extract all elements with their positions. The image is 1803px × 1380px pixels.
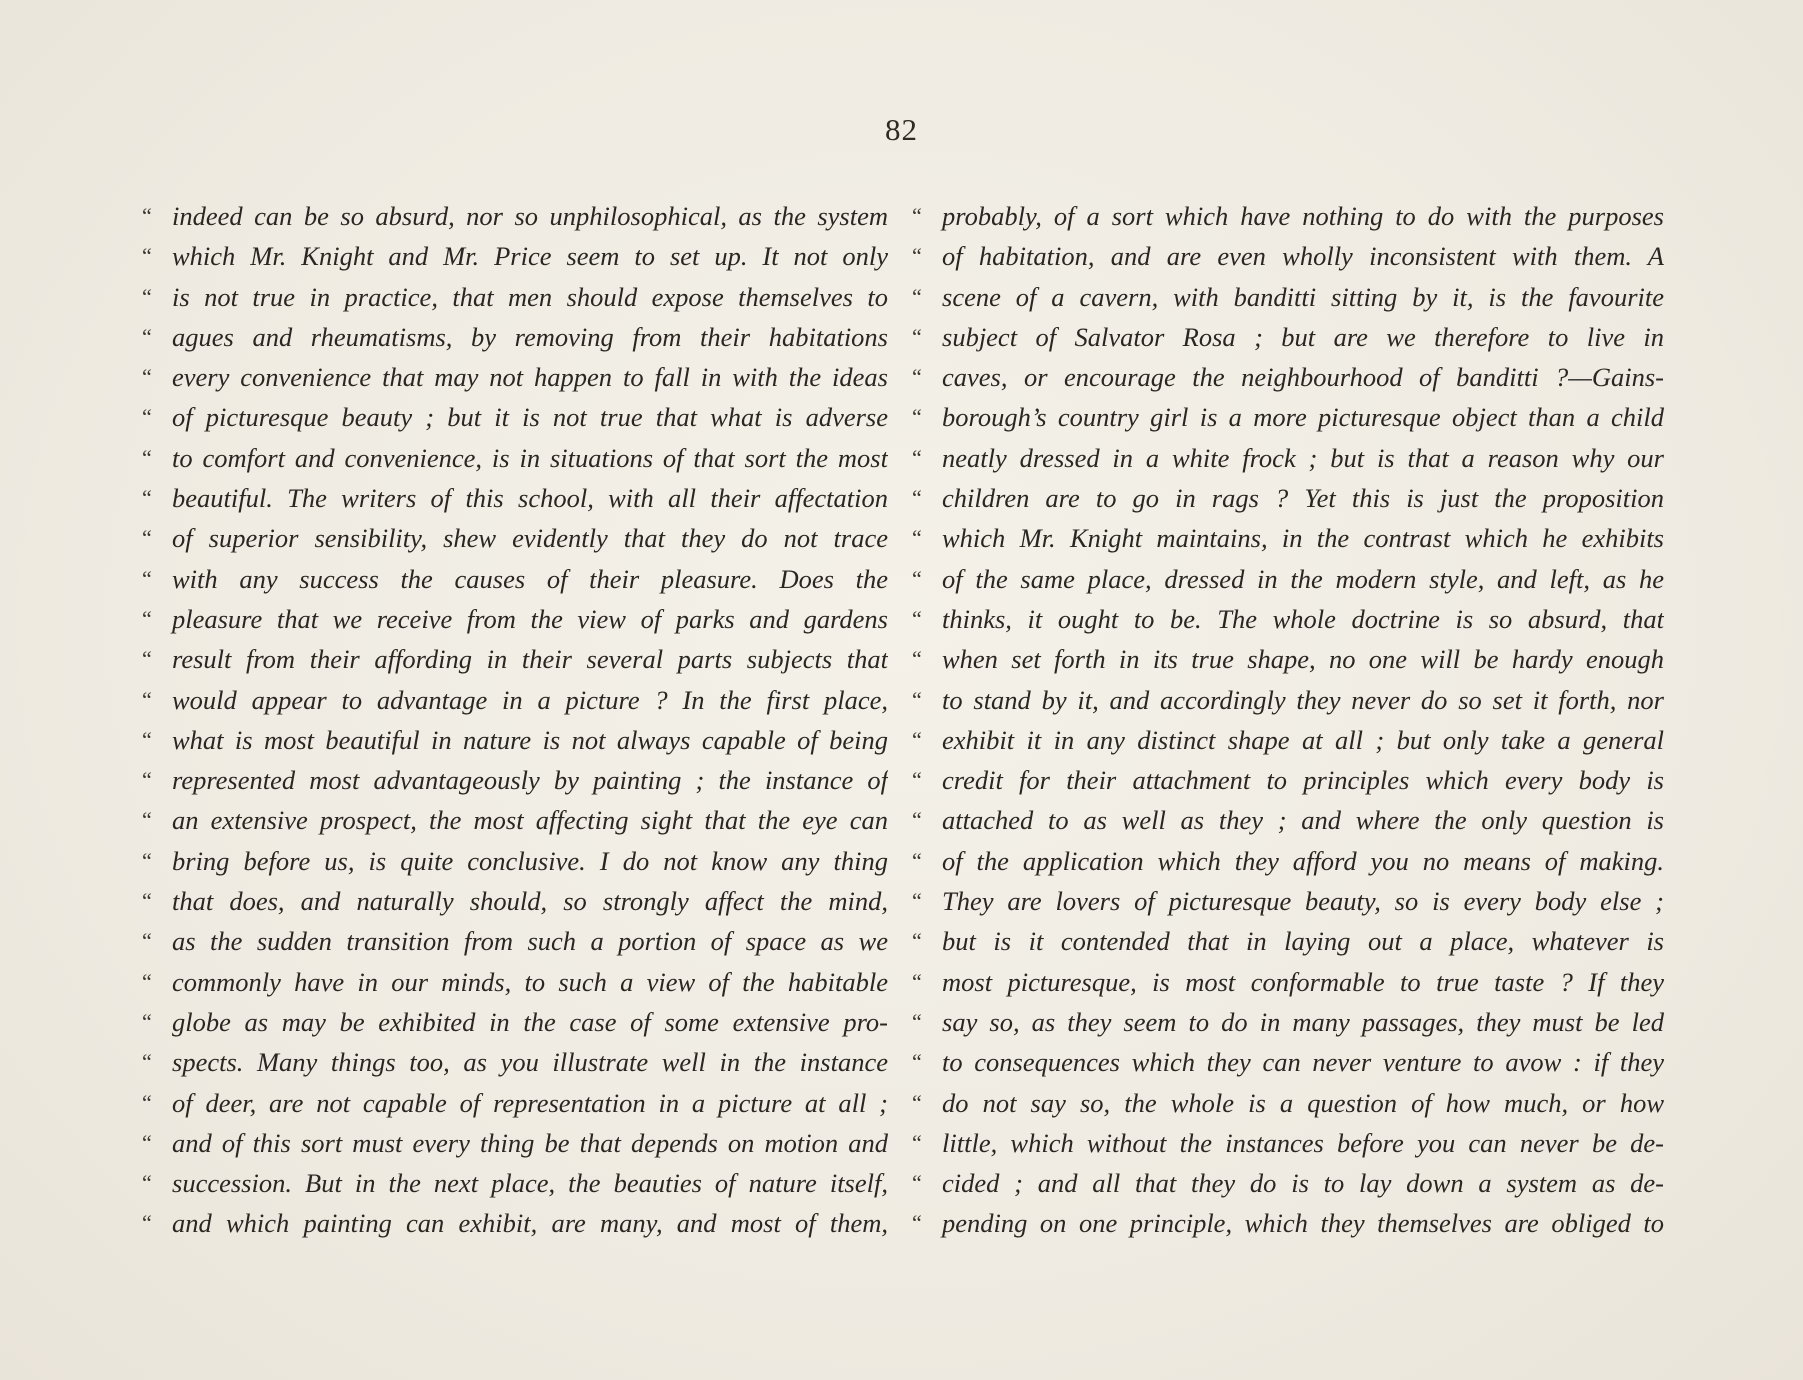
quotation-mark: “ (912, 1210, 922, 1236)
quotation-mark: “ (142, 565, 152, 591)
line-text: to stand by it, and accordingly they never do so set it forth, nor (942, 684, 1664, 715)
page-number: 82 (885, 112, 918, 147)
quotation-mark: “ (142, 1129, 152, 1155)
quotation-mark: “ (912, 485, 922, 511)
quotation-mark: “ (912, 1089, 922, 1115)
line-text: of habitation, and are even wholly inconsistent with them. A (942, 241, 1664, 272)
quotation-mark: “ (912, 203, 922, 228)
quotation-mark: “ (142, 847, 152, 873)
text-line (912, 277, 1664, 317)
text-line (142, 559, 888, 599)
quotation-mark: “ (142, 485, 152, 511)
line-text: and which painting can exhibit, are many, and most of them, (172, 1208, 888, 1239)
line-text: pleasure that we receive from the view of parks and gardens (172, 603, 888, 634)
text-line (142, 680, 888, 720)
line-text: little, which without the instances before you can never be de- (942, 1127, 1664, 1158)
quotation-mark: “ (142, 1170, 152, 1196)
text-line (142, 1123, 888, 1163)
quotation-mark: “ (912, 646, 922, 672)
text-line (912, 438, 1664, 478)
quotation-mark: “ (142, 767, 152, 793)
quotation-mark: “ (142, 726, 152, 752)
quotation-mark: “ (912, 726, 922, 752)
quotation-mark: “ (142, 1210, 152, 1236)
quotation-mark: “ (912, 283, 922, 309)
line-text: beautiful. The writers of this school, with all their affectation (172, 483, 888, 514)
text-line (912, 1002, 1664, 1042)
line-text: result from their affording in their several parts subjects that (172, 644, 888, 675)
line-text: neatly dressed in a white frock ; but is that a reason why our (942, 442, 1664, 473)
line-text: subject of Salvator Rosa ; but are we therefore to live in (942, 321, 1664, 352)
line-text: an extensive prospect, the most affecting sight that the eye can (172, 805, 888, 836)
line-text: as the sudden transition from such a portion of space as we (172, 926, 888, 957)
quotation-mark: “ (142, 203, 152, 228)
text-line (912, 357, 1664, 397)
quotation-mark: “ (912, 928, 922, 954)
line-text: spects. Many things too, as you illustrate well in the instance (172, 1047, 888, 1078)
line-text: and of this sort must every thing be that depends on motion and (172, 1127, 888, 1158)
quotation-mark: “ (142, 1008, 152, 1034)
text-line (142, 841, 888, 881)
text-line (142, 518, 888, 558)
text-line (912, 478, 1664, 518)
text-line (142, 599, 888, 639)
quotation-mark: “ (912, 1129, 922, 1155)
line-text: do not say so, the whole is a question of how much, or how (942, 1087, 1664, 1118)
text-line (912, 962, 1664, 1002)
text-line (912, 196, 1664, 236)
text-line (912, 639, 1664, 679)
line-text: thinks, it ought to be. The whole doctrine is so absurd, that (942, 603, 1664, 634)
text-line (912, 518, 1664, 558)
line-text: that does, and naturally should, so strongly affect the mind, (172, 886, 888, 917)
quotation-mark: “ (912, 968, 922, 994)
text-line (912, 841, 1664, 881)
line-text: but is it contended that in laying out a place, whatever is (942, 926, 1664, 957)
quotation-mark: “ (142, 888, 152, 914)
text-line (142, 881, 888, 921)
line-text: when set forth in its true shape, no one will be hardy enough (942, 644, 1664, 675)
quotation-mark: “ (912, 1170, 922, 1196)
text-line (142, 639, 888, 679)
text-line (912, 1203, 1664, 1243)
text-line (912, 397, 1664, 437)
line-text: what is most beautiful in nature is not always capable of being (172, 724, 888, 755)
text-line (912, 800, 1664, 840)
line-text: pending on one principle, which they themselves are obliged to (942, 1208, 1664, 1239)
quotation-mark: “ (142, 605, 152, 631)
line-text: which Mr. Knight maintains, in the contrast which he exhibits (942, 523, 1664, 554)
quotation-mark: “ (142, 323, 152, 349)
text-line (142, 760, 888, 800)
line-text: commonly have in our minds, to such a view of the habitable (172, 966, 888, 997)
line-text: say so, as they seem to do in many passages, they must be led (942, 1006, 1664, 1037)
text-line (142, 236, 888, 276)
line-text: of picturesque beauty ; but it is not true that what is adverse (172, 402, 888, 433)
text-line (142, 478, 888, 518)
quotation-mark: “ (912, 1049, 922, 1075)
text-line (912, 680, 1664, 720)
text-line (142, 1002, 888, 1042)
line-text: children are to go in rags ? Yet this is just the proposition (942, 483, 1664, 514)
quotation-mark: “ (912, 767, 922, 793)
line-text: bring before us, is quite conclusive. I do not know any thing (172, 845, 888, 876)
text-line (142, 720, 888, 760)
quotation-mark: “ (912, 323, 922, 349)
line-text: succession. But in the next place, the beauties of nature itself, (172, 1168, 888, 1199)
line-text: credit for their attachment to principles which every body is (942, 765, 1664, 796)
quotation-mark: “ (912, 1008, 922, 1034)
quotation-mark: “ (912, 444, 922, 470)
text-line (142, 317, 888, 357)
quotation-mark: “ (142, 283, 152, 309)
quotation-mark: “ (142, 928, 152, 954)
text-line (912, 317, 1664, 357)
quotation-mark: “ (912, 888, 922, 914)
text-line (912, 236, 1664, 276)
quotation-mark: “ (142, 686, 152, 712)
text-line (142, 921, 888, 961)
line-text: most picturesque, is most conformable to true taste ? If they (942, 966, 1664, 997)
line-text: caves, or encourage the neighbourhood of banditti ?—Gains- (942, 362, 1664, 393)
quotation-mark: “ (142, 444, 152, 470)
line-text: with any success the causes of their pleasure. Does the (172, 563, 888, 594)
line-text: cided ; and all that they do is to lay down a system as de- (942, 1168, 1664, 1199)
text-line (142, 1042, 888, 1082)
quotation-mark: “ (142, 807, 152, 833)
text-line (142, 1083, 888, 1123)
quotation-mark: “ (912, 807, 922, 833)
text-line (912, 1123, 1664, 1163)
text-line (142, 357, 888, 397)
quotation-mark: “ (142, 1089, 152, 1115)
quotation-mark: “ (142, 968, 152, 994)
quotation-mark: “ (142, 364, 152, 390)
text-line (912, 1042, 1664, 1082)
line-text: globe as may be exhibited in the case of some extensive pro- (172, 1006, 888, 1037)
text-line (912, 921, 1664, 961)
line-text: borough’s country girl is a more picturesque object than a child (942, 402, 1664, 433)
line-text: of the same place, dressed in the modern style, and left, as he (942, 563, 1664, 594)
text-line (142, 196, 888, 236)
line-text: of superior sensibility, shew evidently that they do not trace (172, 523, 888, 554)
text-line (912, 1083, 1664, 1123)
text-line (912, 1163, 1664, 1203)
line-text: scene of a cavern, with banditti sitting by it, is the favourite (942, 281, 1664, 312)
right-column (912, 196, 1664, 1244)
quotation-mark: “ (912, 364, 922, 390)
quotation-mark: “ (142, 404, 152, 430)
line-text: They are lovers of picturesque beauty, so is every body else ; (942, 886, 1664, 917)
text-line (142, 1163, 888, 1203)
line-text: which Mr. Knight and Mr. Price seem to set up. It not only (172, 241, 888, 272)
text-line (142, 1203, 888, 1243)
text-line (912, 559, 1664, 599)
quotation-mark: “ (912, 686, 922, 712)
line-text: of deer, are not capable of representation in a picture at all ; (172, 1087, 888, 1118)
text-line (142, 962, 888, 1002)
line-text: would appear to advantage in a picture ? In the first place, (172, 684, 888, 715)
line-text: probably, of a sort which have nothing to do with the purposes (942, 201, 1664, 231)
quotation-mark: “ (912, 605, 922, 631)
quotation-mark: “ (142, 525, 152, 551)
text-line (912, 599, 1664, 639)
quotation-mark: “ (912, 847, 922, 873)
quotation-mark: “ (912, 243, 922, 269)
text-line (142, 438, 888, 478)
quotation-mark: “ (142, 243, 152, 269)
quotation-mark: “ (142, 646, 152, 672)
line-text: to consequences which they can never venture to avow : if they (942, 1047, 1664, 1078)
line-text: exhibit it in any distinct shape at all ; but only take a general (942, 724, 1664, 755)
line-text: of the application which they afford you no means of making. (942, 845, 1664, 876)
line-text: agues and rheumatisms, by removing from their habitations (172, 321, 888, 352)
text-line (142, 277, 888, 317)
quotation-mark: “ (142, 1049, 152, 1075)
line-text: indeed can be so absurd, nor so unphilosophical, as the system (172, 201, 888, 231)
text-line (142, 397, 888, 437)
line-text: every convenience that may not happen to fall in with the ideas (172, 362, 888, 393)
text-line (142, 800, 888, 840)
line-text: is not true in practice, that men should expose themselves to (172, 281, 888, 312)
quotation-mark: “ (912, 525, 922, 551)
quotation-mark: “ (912, 404, 922, 430)
line-text: attached to as well as they ; and where the only question is (942, 805, 1664, 836)
text-line (912, 881, 1664, 921)
quotation-mark: “ (912, 565, 922, 591)
line-text: to comfort and convenience, is in situations of that sort the most (172, 442, 888, 473)
text-line (912, 760, 1664, 800)
text-line (912, 720, 1664, 760)
line-text: represented most advantageously by painting ; the instance of (172, 765, 888, 796)
left-column (142, 196, 888, 1244)
